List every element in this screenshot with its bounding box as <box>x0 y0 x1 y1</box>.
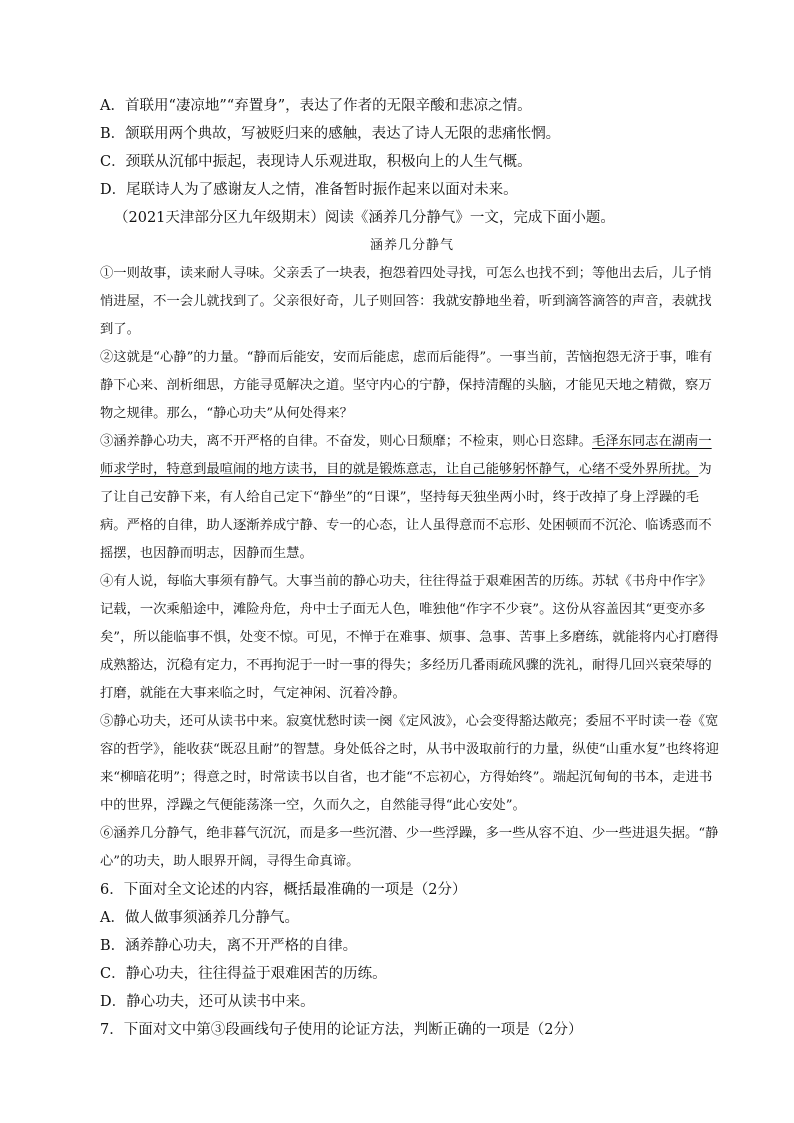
paragraph-3 <box>100 428 724 568</box>
question-7-stem: 7．下面对文中第③段画线句子使用的论证方法，判断正确的一项是（2分） <box>100 1022 583 1038</box>
question-6-option-b: B．涵养静心功夫，离不开严格的自律。 <box>100 938 358 954</box>
question-6-option-a: A．做人做事须涵养几分静气。 <box>100 910 299 926</box>
question-6-option-d: D．静心功夫，还可从读书中来。 <box>100 994 315 1010</box>
paragraph-3-tail: 为了让自己安静下来，有人给自己定下“静坐”的“日课”，坚持每天独坐两小时，终于改掉了身上浮躁的毛病。严格的自律，助人逐渐养成宁静、专一的心态，让人虽得意而不忘形、处困顿而不沉沦、临诱惑而不摇摆，也因静而明志，因静而生慧。 <box>100 462 712 561</box>
paragraph-2: ②这就是“心静”的力量。“静而后能安，安而后能虑，虑而后能得”。一事当前，苦恼抱怨无济于事，唯有静下心来、剖析细思，方能寻觅解决之道。坚守内心的宁静，保持清醒的头脑，才能见天地之精微，察万物之规律。那么，“静心功夫”从何处得来？ <box>100 350 713 421</box>
paragraph-3-lead: ③涵养静心功夫，离不开严格的自律。不奋发，则心日颓靡；不检束，则心日恣肆。 <box>100 434 592 449</box>
underlined-sentence: 毛泽东同志在湖南一师求学时，特意到最喧闹的地方读书，目的就是锻炼意志，让自己能够躬怀静气，心绪不受外界所扰。 <box>100 434 712 477</box>
article-title: 涵养几分静气 <box>369 238 454 253</box>
prev-option-a: A．首联用“凄凉地”“弃置身”，表达了作者的无限辛酸和悲凉之情。 <box>100 98 532 114</box>
prev-option-b: B．颔联用两个典故，写被贬归来的感触，表达了诗人无限的悲痛怅惘。 <box>100 126 561 142</box>
question-6-stem: 6．下面对全文论述的内容，概括最准确的一项是（2分） <box>100 882 467 898</box>
prev-option-c: C．颈联从沉郁中振起，表现诗人乐观进取，积极向上的人生气概。 <box>100 154 532 170</box>
paragraph-4: ④有人说，每临大事须有静气。大事当前的静心功夫，往往得益于艰难困苦的历练。苏轼《书舟中作字》记载，一次乘船途中，滩险舟危，舟中士子面无人色，唯独他“作字不少衰”。这份从容盖因其“更变亦多矣”，所以能临事不惧，处变不惊。可见，不惮于在难事、烦事、急事、苦事上多磨练，就能将内心打磨得成熟豁达，沉稳有定力，不再拘泥于一时一事的得失；多经历几番雨疏风骤的洗礼，耐得几回兴衰荣辱的打磨，就能在大事来临之时，气定神闲、沉着冷静。 <box>100 574 719 701</box>
question-6-option-c: C．静心功夫，往往得益于艰难困苦的历练。 <box>100 966 387 982</box>
prev-option-d: D．尾联诗人为了感谢友人之情，准备暂时振作起来以面对未来。 <box>100 182 518 198</box>
document-content <box>100 92 724 1044</box>
reading-intro: （2021天津部分区九年级期末）阅读《涵养几分静气》一文，完成下面小题。 <box>114 210 615 226</box>
paragraph-6: ⑥涵养几分静气，绝非暮气沉沉，而是多一些沉潜、少一些浮躁，多一些从容不迫、少一些进退失据。“静心”的功夫，助人眼界开阔，寻得生命真谛。 <box>100 826 719 869</box>
paragraph-1: ①一则故事，读来耐人寻味。父亲丢了一块表，抱怨着四处寻找，可怎么也找不到；等他出去后，儿子悄悄进屋，不一会儿就找到了。父亲很好奇，儿子则回答：我就安静地坐着，听到滴答滴答的声音，表就找到了。 <box>100 266 712 337</box>
paragraph-5: ⑤静心功夫，还可从读书中来。寂寞忧愁时读一阕《定风波》，心会变得豁达敞亮；委屈不平时读一卷《宽容的哲学》，能收获“既忍且耐”的智慧。身处低谷之时，从书中汲取前行的力量，纵使“山重水复”也终将迎来“柳暗花明”；得意之时，时常读书以自省，也才能“不忘初心，方得始终”。端起沉甸甸的书本，走进书中的世界，浮躁之气便能荡涤一空，久而久之，自然能寻得“此心安处”。 <box>100 714 719 813</box>
